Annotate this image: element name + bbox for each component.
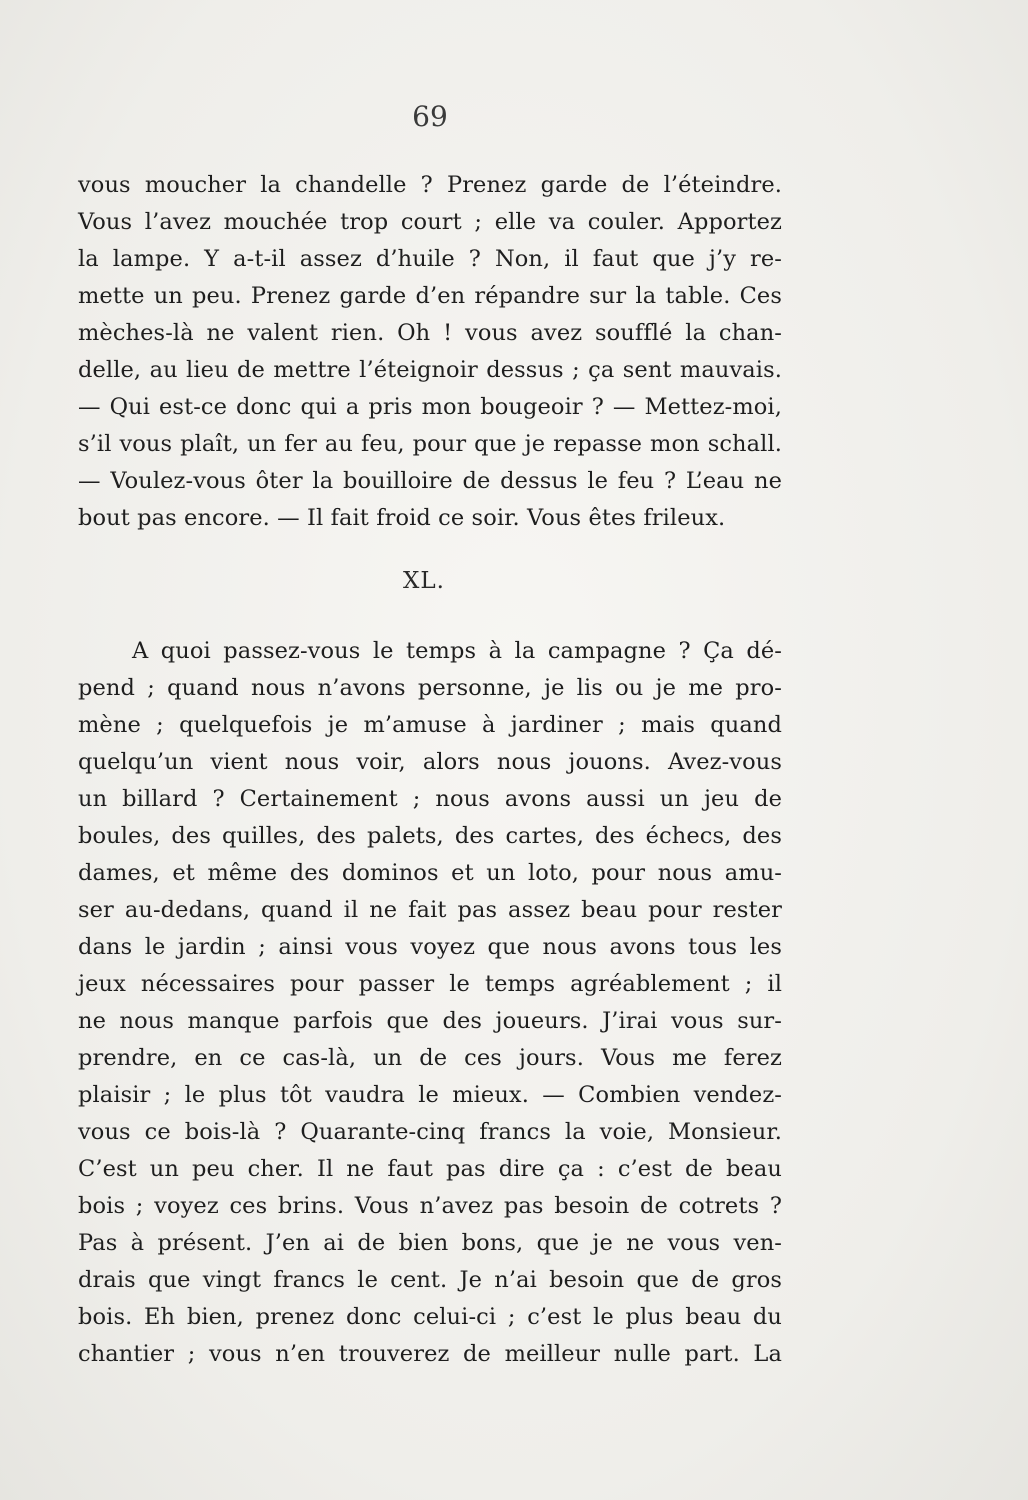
text-line: bout pas encore. — Il fait froid ce soir. Vous êtes frileux.	[78, 505, 726, 531]
text-line: mette un peu. Prenez garde d’en répandre sur la table. Ces	[78, 283, 782, 309]
paragraph-continuation	[78, 167, 782, 537]
text-line: ser au-dedans, quand il ne fait pas assez beau pour rester	[78, 897, 782, 923]
text-line: Pas à présent. J’en ai de bien bons, que je ne vous ven-	[78, 1230, 782, 1256]
text-line: vous ce bois-là ? Quarante-cinq francs la voie, Monsieur.	[78, 1119, 782, 1145]
text-line: plaisir ; le plus tôt vaudra le mieux. — Combien vendez-	[78, 1082, 782, 1108]
text-line: delle, au lieu de mettre l’éteignoir dessus ; ça sent mauvais.	[78, 357, 782, 383]
text-line: dans le jardin ; ainsi vous voyez que nous avons tous les	[78, 934, 782, 960]
text-line: dames, et même des dominos et un loto, pour nous amu-	[78, 860, 782, 886]
text-line: boules, des quilles, des palets, des cartes, des échecs, des	[78, 823, 782, 849]
text-line: A quoi passez-vous le temps à la campagne ? Ça dé-	[132, 638, 782, 664]
text-line: chantier ; vous n’en trouverez de meilleur nulle part. La	[78, 1341, 782, 1367]
text-line: — Voulez-vous ôter la bouilloire de dessus le feu ? L’eau ne	[78, 468, 782, 494]
text-line: bois. Eh bien, prenez donc celui-ci ; c’est le plus beau du	[78, 1304, 782, 1330]
text-line: mène ; quelquefois je m’amuse à jardiner ; mais quand	[78, 712, 782, 738]
text-line: vous moucher la chandelle ? Prenez garde de l’éteindre.	[78, 172, 782, 198]
text-line: C’est un peu cher. Il ne faut pas dire ça : c’est de beau	[78, 1156, 782, 1182]
text-line: — Qui est-ce donc qui a pris mon bougeoir ? — Mettez-moi,	[78, 394, 782, 420]
text-line: Vous l’avez mouchée trop court ; elle va couler. Apportez	[78, 209, 782, 235]
paragraph-section-xl	[78, 633, 782, 1373]
text-line: ne nous manque parfois que des joueurs. J’irai vous sur-	[78, 1008, 782, 1034]
text-line: drais que vingt francs le cent. Je n’ai besoin que de gros	[78, 1267, 782, 1293]
section-heading: XL.	[403, 568, 445, 594]
text-line: bois ; voyez ces brins. Vous n’avez pas besoin de cotrets ?	[78, 1193, 782, 1219]
text-line: quelqu’un vient nous voir, alors nous jouons. Avez-vous	[78, 749, 782, 775]
text-line: s’il vous plaît, un fer au feu, pour que je repasse mon schall.	[78, 431, 782, 457]
text-line: jeux nécessaires pour passer le temps agréablement ; il	[78, 971, 782, 997]
page-number: 69	[412, 100, 448, 133]
text-line: pend ; quand nous n’avons personne, je lis ou je me pro-	[78, 675, 782, 701]
text-line: mèches-là ne valent rien. Oh ! vous avez soufflé la chan-	[78, 320, 782, 346]
text-line: un billard ? Certainement ; nous avons aussi un jeu de	[78, 786, 782, 812]
text-line: prendre, en ce cas-là, un de ces jours. Vous me ferez	[78, 1045, 782, 1071]
text-line: la lampe. Y a-t-il assez d’huile ? Non, il faut que j’y re-	[78, 246, 782, 272]
